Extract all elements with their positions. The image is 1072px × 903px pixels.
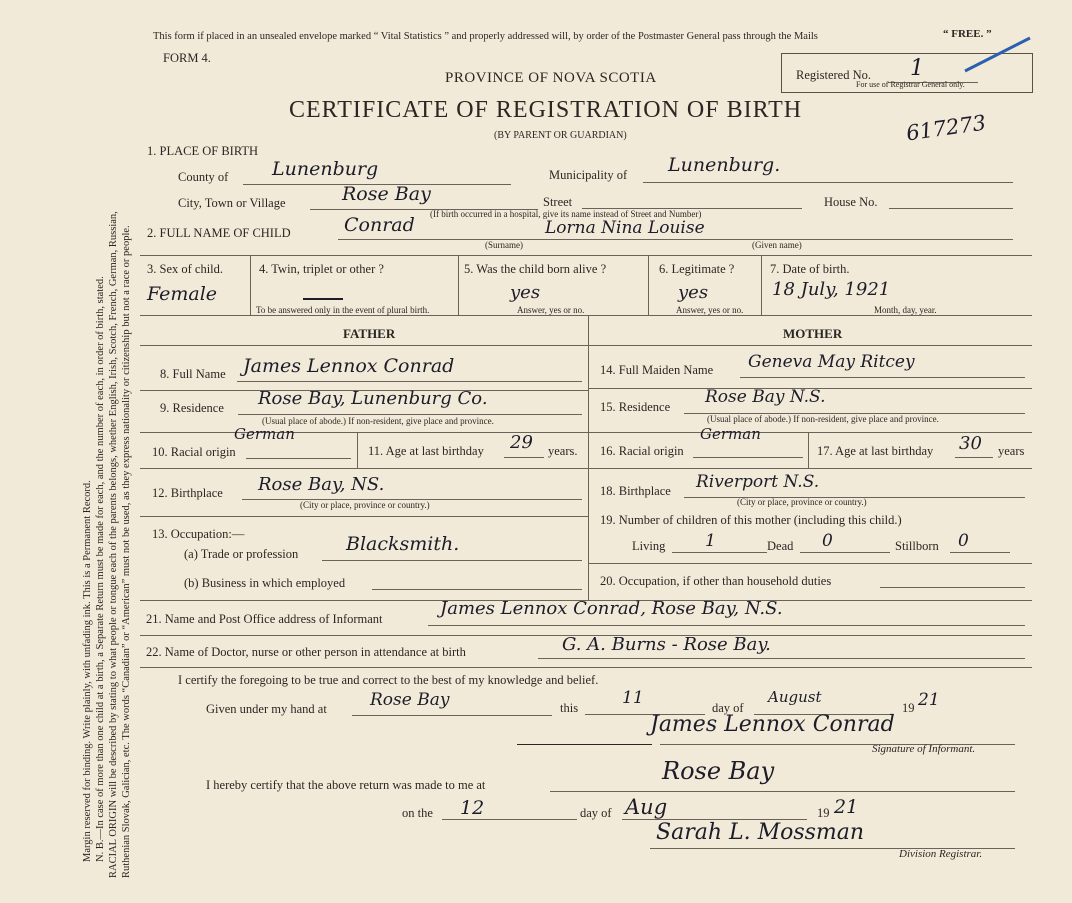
county-label: County of bbox=[178, 170, 229, 184]
sex-label: 3. Sex of child. bbox=[147, 262, 224, 276]
father-residence-value: Rose Bay, Lunenburg Co. bbox=[258, 388, 488, 409]
page-title: CERTIFICATE OF REGISTRATION OF BIRTH bbox=[289, 97, 803, 123]
margin-note-4: Ruthenian Slovak, Galician, etc. The words “Canadian” or “American” must not be used, as they express nationality or citizenship but not a race or people. bbox=[121, 225, 132, 878]
province-heading: PROVINCE OF NOVA SCOTIA bbox=[445, 70, 657, 86]
city-label: City, Town or Village bbox=[178, 196, 286, 210]
year-prefix: 19 bbox=[902, 701, 915, 715]
father-birthplace-label: 12. Birthplace bbox=[152, 486, 223, 500]
dead-label: Dead bbox=[767, 539, 794, 553]
sex-value: Female bbox=[147, 283, 218, 305]
this-label: this bbox=[560, 701, 579, 715]
living-label: Living bbox=[632, 539, 666, 553]
alive-value: yes bbox=[510, 282, 541, 303]
mother-birthplace-note: (City or place, province or country.) bbox=[737, 497, 867, 507]
father-racial-label: 10. Racial origin bbox=[152, 445, 236, 459]
registered-value: 1 bbox=[910, 56, 924, 81]
registrar-signature: Sarah L. Mossman bbox=[656, 820, 865, 845]
form-number: FORM 4. bbox=[163, 51, 211, 65]
father-birthplace-note: (City or place, province or country.) bbox=[300, 500, 430, 510]
legitimate-note: Answer, yes or no. bbox=[676, 305, 744, 315]
children-label: 19. Number of children of this mother (including this child.) bbox=[600, 513, 902, 527]
mother-residence-value: Rose Bay N.S. bbox=[705, 387, 826, 407]
registered-label: Registered No. bbox=[796, 68, 871, 82]
mother-age-value: 30 bbox=[959, 433, 982, 454]
father-trade-label: (a) Trade or profession bbox=[184, 547, 299, 561]
registrar-label: Division Registrar. bbox=[899, 848, 983, 860]
father-name-value: James Lennox Conrad bbox=[243, 355, 455, 377]
stamp-number: 617273 bbox=[904, 110, 988, 146]
mother-residence-label: 15. Residence bbox=[600, 400, 671, 414]
informant-signature: James Lennox Conrad bbox=[650, 712, 895, 737]
informant-value: James Lennox Conrad, Rose Bay, N.S. bbox=[440, 598, 783, 619]
mother-years-label: years bbox=[998, 444, 1025, 458]
twin-label: 4. Twin, triplet or other ? bbox=[259, 262, 384, 276]
date-note: Month, day, year. bbox=[874, 305, 937, 315]
mother-racial-label: 16. Racial origin bbox=[600, 444, 684, 458]
mother-residence-note: (Usual place of abode.) If non-resident, give place and province. bbox=[707, 414, 939, 424]
dead-value: 0 bbox=[822, 531, 833, 551]
given-label: Given under my hand at bbox=[206, 702, 327, 716]
given-note: (Given name) bbox=[752, 240, 802, 250]
father-age-label: 11. Age at last birthday bbox=[368, 444, 484, 458]
registrar-text: I hereby certify that the above return was made to me at bbox=[206, 778, 486, 792]
certify-text: I certify the foregoing to be true and correct to the best of my knowledge and belief. bbox=[178, 673, 599, 687]
street-label: Street bbox=[543, 195, 573, 209]
given-year: 21 bbox=[918, 690, 940, 710]
given-place: Rose Bay bbox=[370, 690, 450, 710]
given-month: August bbox=[768, 688, 822, 706]
surname-note: (Surname) bbox=[485, 240, 523, 250]
child-name-label: 2. FULL NAME OF CHILD bbox=[147, 226, 291, 240]
hospital-note: (If birth occurred in a hospital, give its name instead of Street and Number) bbox=[430, 209, 702, 219]
father-trade-value: Blacksmith. bbox=[346, 533, 460, 555]
mother-birthplace-value: Riverport N.S. bbox=[696, 472, 820, 492]
registrar-month: Aug bbox=[625, 795, 668, 819]
alive-note: Answer, yes or no. bbox=[517, 305, 585, 315]
given-day: 11 bbox=[622, 688, 644, 708]
father-racial-value: German bbox=[234, 425, 295, 443]
father-name-label: 8. Full Name bbox=[160, 367, 226, 381]
free-label: “ FREE. ” bbox=[943, 28, 992, 40]
father-age-value: 29 bbox=[510, 432, 533, 453]
informant-signature-label: Signature of Informant. bbox=[872, 743, 976, 755]
day-of-label: day of bbox=[712, 701, 744, 715]
county-value: Lunenburg bbox=[272, 158, 379, 180]
mother-occupation-label: 20. Occupation, if other than household duties bbox=[600, 574, 832, 588]
stillborn-label: Stillborn bbox=[895, 539, 939, 553]
informant-label: 21. Name and Post Office address of Informant bbox=[146, 612, 383, 626]
mother-heading: MOTHER bbox=[783, 326, 843, 341]
mother-name-label: 14. Full Maiden Name bbox=[600, 363, 714, 377]
registrar-place: Rose Bay bbox=[662, 757, 775, 785]
child-given-names: Lorna Nina Louise bbox=[545, 218, 705, 238]
on-the-label: on the bbox=[402, 806, 433, 820]
alive-label: 5. Was the child born alive ? bbox=[464, 262, 607, 276]
house-label: House No. bbox=[824, 195, 878, 209]
legitimate-label: 6. Legitimate ? bbox=[659, 262, 735, 276]
father-residence-label: 9. Residence bbox=[160, 401, 224, 415]
living-value: 1 bbox=[705, 531, 716, 551]
legitimate-value: yes bbox=[678, 282, 709, 303]
twin-note: To be answered only in the event of plural birth. bbox=[256, 305, 430, 315]
municipality-label: Municipality of bbox=[549, 168, 628, 182]
page-subtitle: (BY PARENT OR GUARDIAN) bbox=[494, 130, 627, 141]
mother-racial-value: German bbox=[700, 425, 761, 443]
father-years-label: years. bbox=[548, 444, 578, 458]
registrar-note: For use of Registrar General only. bbox=[856, 80, 965, 89]
registrar-year: 21 bbox=[834, 796, 859, 818]
place-label: 1. PLACE OF BIRTH bbox=[147, 144, 259, 158]
registrar-year-prefix: 19 bbox=[817, 806, 830, 820]
stillborn-value: 0 bbox=[958, 531, 969, 551]
margin-note-3: RACIAL ORIGIN will be described by stating to what people or tongue each of the parents belongs, whether English, Irish, Scotch, French, German, Russian, bbox=[108, 211, 119, 878]
mail-notice: This form if placed in an unsealed envelope marked “ Vital Statistics ” and properly addressed will, by order of the Postmaster General pass through the Mails bbox=[153, 31, 818, 42]
municipality-value: Lunenburg. bbox=[668, 154, 781, 176]
father-business-label: (b) Business in which employed bbox=[184, 576, 346, 590]
father-birthplace-value: Rose Bay, NS. bbox=[258, 474, 385, 495]
child-surname: Conrad bbox=[344, 214, 415, 236]
doctor-value: G. A. Burns - Rose Bay. bbox=[562, 634, 771, 655]
registrar-day-of: day of bbox=[580, 806, 612, 820]
mother-birthplace-label: 18. Birthplace bbox=[600, 484, 671, 498]
date-label: 7. Date of birth. bbox=[770, 262, 850, 276]
date-value: 18 July, 1921 bbox=[772, 279, 891, 300]
margin-note-2: N. B.—In case of more than one child at a birth, a Separate Return must be made for each, and the number of each, in order of birth, stated. bbox=[95, 276, 106, 862]
father-occupation-label: 13. Occupation:— bbox=[152, 527, 245, 541]
doctor-label: 22. Name of Doctor, nurse or other person in attendance at birth bbox=[146, 645, 466, 659]
margin-note-1: Margin reserved for binding. Write plainly, with unfading ink. This is a Permanent Record. bbox=[82, 480, 93, 862]
father-residence-note: (Usual place of abode.) If non-resident, give place and province. bbox=[262, 416, 494, 426]
blue-check-mark bbox=[960, 35, 1035, 80]
mother-name-value: Geneva May Ritcey bbox=[748, 352, 915, 372]
registrar-day: 12 bbox=[460, 797, 485, 819]
city-value: Rose Bay bbox=[342, 183, 431, 205]
mother-age-label: 17. Age at last birthday bbox=[817, 444, 934, 458]
father-heading: FATHER bbox=[343, 326, 396, 341]
